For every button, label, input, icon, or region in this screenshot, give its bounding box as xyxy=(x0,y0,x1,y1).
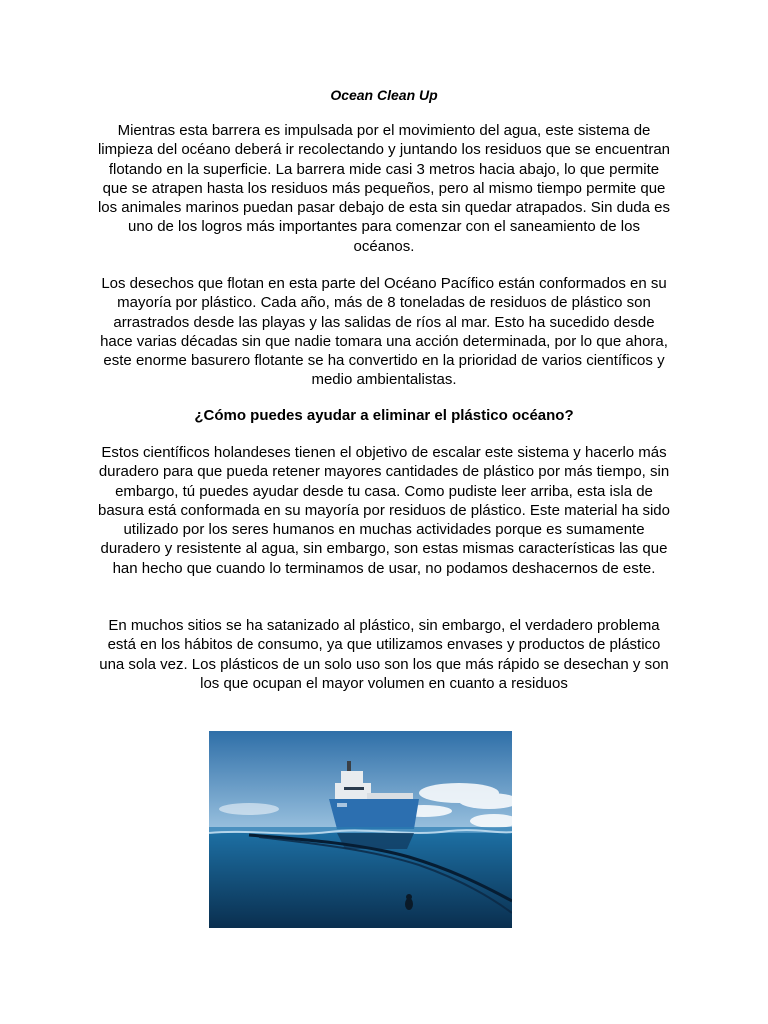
paragraph-barrier: Mientras esta barrera es impulsada por el movimiento del agua, este sistema de limpieza del océano deberá ir recolectando y juntando los residuos que se encuentran flotando en la superficie. La barrera mide casi 3 metros hacia abajo, lo que permite que se atrapen hasta los residuos más pequeños, pero al mismo tiempo permite que los animales marinos puedan pasar debajo de esta sin quedar atrapados. Sin duda es uno de los logros más importantes para comenzar con el saneamiento de los océanos. xyxy=(97,122,671,255)
paragraph-pacific-debris: Los desechos que flotan en esta parte del Océano Pacífico están conformados en su mayoría por plástico. Cada año, más de 8 toneladas de residuos de plástico son arrastrados desde las playas y las salidas de ríos al mar. Esto ha sucedido desde hace varias décadas sin que nadie tomara una acción determinada, por lo que ahora, este enorme basurero flotante se ha convertido en la prioridad de varios científicos y medio ambientalistas. xyxy=(100,275,668,389)
ship-underwater-illustration xyxy=(209,731,512,928)
paragraph-consumption: En muchos sitios se ha satanizado al plástico, sin embargo, el verdadero problema está en los hábitos de consumo, ya que utilizamos envases y productos de plástico una sola vez. Los plásticos de un solo uso son los que más rápido se desechan y son los que ocupan el mayor volumen en cuanto a residuos xyxy=(99,617,669,692)
paragraph-scientists: Estos científicos holandeses tienen el objetivo de escalar este sistema y hacerlo más duradero para que pueda retener mayores cantidades de plástico por más tiempo, sin embargo, tú puedes ayudar desde tu casa. Como pudiste leer arriba, esta isla de basura está conformada en su mayoría por residuos de plástico. Este material ha sido utilizado por los seres humanos en muchas actividades porque es sumamente duradero y resistente al agua, sin embargo, son estas mismas características las que han hecho que cuando lo terminamos de usar, no podamos deshacernos de este. xyxy=(98,444,670,577)
diver xyxy=(405,894,413,910)
section-heading: ¿Cómo puedes ayudar a eliminar el plástico océano? xyxy=(194,407,574,424)
ocean-cleanup-photo xyxy=(209,731,512,928)
document-title: Ocean Clean Up xyxy=(330,87,438,103)
